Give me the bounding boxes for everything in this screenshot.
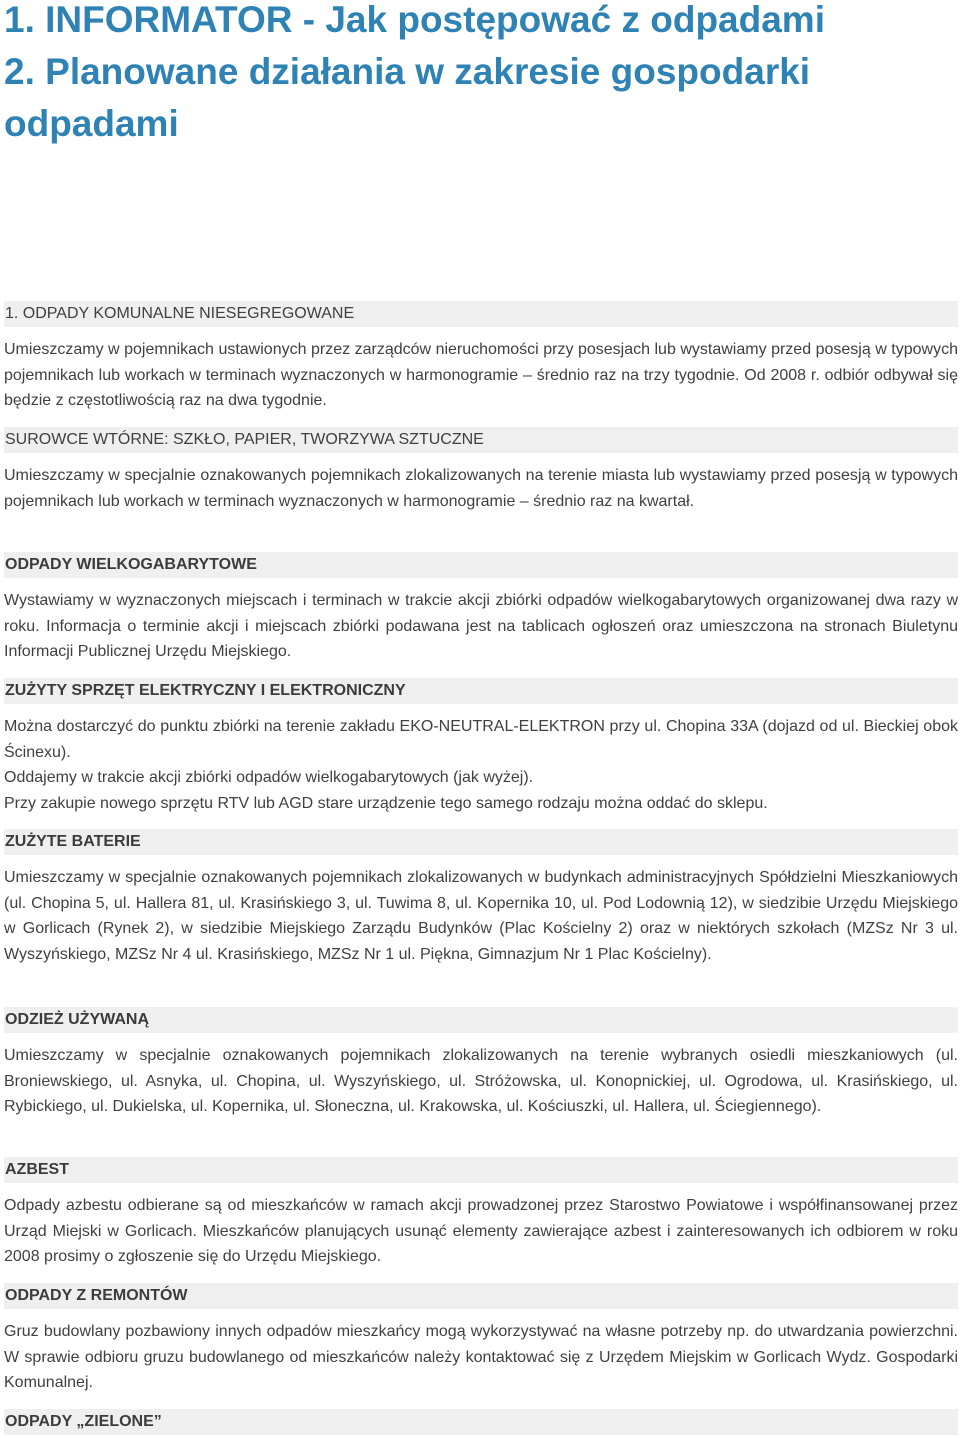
page-subtitle: 2. Planowane działania w zakresie gospodarki [4,51,811,92]
section-paragraph: Gruz budowlany pozbawiony innych odpadów mieszkańcy mogą wykorzystywać na własne potrzeby np. do utwardzania powierzchni. W sprawie odbioru gruzu budowlanego od mieszkańców należy kontaktować się z Urzędem Miejskim w Gorlicach Wydz. Gospodarki Komunalnej. [4,1323,958,1391]
section-body [4,865,958,967]
section-used-clothing [4,1007,958,1120]
section-heading: ZUŻYTY SPRZĘT ELEKTRYCZNY I ELEKTRONICZNY [4,678,958,704]
section-paragraph: Odpady azbestu odbierane są od mieszkańców w ramach akcji prowadzonej przez Starostwo Powiatowe i współfinansowanej przez Urząd Miejski w Gorlicach. Mieszkańców planujących usunąć elementy zawierające azbest i zainteresowanych ich odbiorem w roku 2008 prosimy o zgłoszenie się do Urzędu Miejskiego. [4,1197,958,1265]
section-green-waste [4,1409,958,1435]
section-bulky-waste [4,552,958,665]
section-paragraph: Przy zakupie nowego sprzętu RTV lub AGD stare urządzenie tego samego rodzaju można oddać do sklepu. [4,794,768,812]
section-paragraph: Można dostarczyć do punktu zbiórki na terenie zakładu EKO-NEUTRAL-ELEKTRON przy ul. Chopina 33A (dojazd od ul. Bieckiej obok Ścinexu). [4,718,958,761]
section-heading: ODPADY „ZIELONE” [4,1409,958,1435]
section-electronics [4,678,958,816]
page-titles [4,0,956,150]
section-paragraph: Umieszczamy w specjalnie oznakowanych pojemnikach zlokalizowanych na terenie miasta lub wystawiamy przed posesją w typowych pojemnikach lub workach w terminach wyznaczonych w harmonogramie – średnio raz na kwartał. [4,467,958,510]
section-body [4,1319,958,1396]
section-body [4,1193,958,1270]
section-asbestos [4,1157,958,1270]
section-paragraph: Umieszczamy w pojemnikach ustawionych przez zarządców nieruchomości przy posesjach lub wystawiamy przed posesją w typowych pojemnikach lub workach w terminach wyznaczonych w harmonogramie – średnio raz na trzy tygodnie. Od 2008 r. odbiór odbywał się będzie z częstotliwością raz na dwa tygodnie. [4,341,958,409]
section-heading: ZUŻYTE BATERIE [4,829,958,855]
section-heading: 1. ODPADY KOMUNALNE NIESEGREGOWANE [4,301,958,327]
section-body [4,463,958,514]
section-recyclables [4,427,958,514]
page-title: 1. INFORMATOR - Jak postępować z odpadami [4,0,825,40]
section-heading: SUROWCE WTÓRNE: SZKŁO, PAPIER, TWORZYWA SZTUCZNE [4,427,958,453]
page-subtitle-continued: odpadami [4,103,179,144]
section-heading: ODPADY Z REMONTÓW [4,1283,958,1309]
section-heading: AZBEST [4,1157,958,1183]
section-paragraph: Wystawiamy w wyznaczonych miejscach i terminach w trakcie akcji zbiórki odpadów wielkogabarytowych organizowanej dwa razy w roku. Informacja o terminie akcji i miejscach zbiórki podawana jest na tablicach ogłoszeń oraz umieszczona na stronach Biuletynu Informacji Publicznej Urzędu Miejskiego. [4,592,958,660]
section-paragraph: Umieszczamy w specjalnie oznakowanych pojemnikach zlokalizowanych w budynkach administracyjnych Spółdzielni Mieszkaniowych (ul. Chopina 5, ul. Hallera 81, ul. Krasińskiego 3, ul. Tuwima 8, ul. Kopernika 10, ul. Pod Lodownią 12), w siedzibie Urzędu Miejskiego w Gorlicach (Rynek 2), w siedzibie Miejskiego Zarządu Budynków (Plac Kościelny 2) oraz w niektórych szkołach (MZSz Nr 3 ul. Wyszyńskiego, MZSz Nr 4 ul. Krasińskiego, MZSz Nr 1 ul. Piękna, Gimnazjum Nr 1 Plac Kościelny). [4,869,958,963]
section-heading: ODPADY WIELKOGABARYTOWE [4,552,958,578]
section-batteries [4,829,958,967]
section-body [4,714,958,816]
section-heading: ODZIEŻ UŻYWANĄ [4,1007,958,1033]
section-paragraph: Oddajemy w trakcie akcji zbiórki odpadów wielkogabarytowych (jak wyżej). [4,769,534,786]
section-body [4,588,958,665]
section-body [4,337,958,414]
section-body [4,1043,958,1120]
section-paragraph: Umieszczamy w specjalnie oznakowanych pojemnikach zlokalizowanych na terenie wybranych osiedli mieszkaniowych (ul. Broniewskiego, ul. Asnyka, ul. Chopina, ul. Wyszyńskiego, ul. Stróżowska, ul. Konopnickiej, ul. Ogrodowa, ul. Krasińskiego, ul. Rybickiego, ul. Dukielska, ul. Kopernika, ul. Słoneczna, ul. Krakowska, ul. Kościuszki, ul. Hallera, ul. Ściegiennego). [4,1047,958,1115]
section-renovation-waste [4,1283,958,1396]
section-mixed-waste [4,301,958,414]
